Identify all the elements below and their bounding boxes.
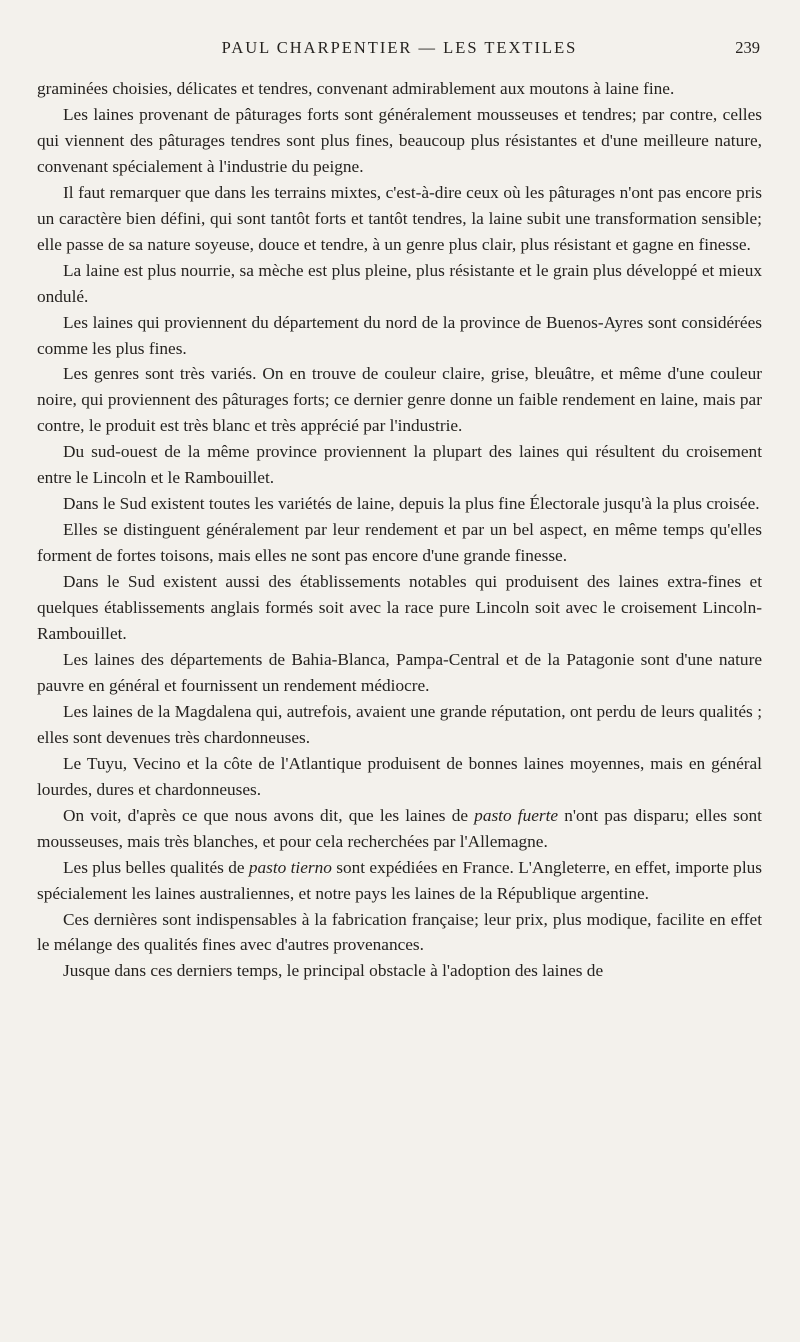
paragraph: La laine est plus nourrie, sa mèche est plus pleine, plus résistante et le grain plus développé et mieux ondulé. bbox=[37, 260, 762, 306]
paragraph: Les laines des départements de Bahia-Blanca, Pampa-Central et de la Patagonie sont d'une nature pauvre en général et fournissent un rendement médiocre. bbox=[37, 649, 762, 695]
paragraph: Les laines de la Magdalena qui, autrefois, avaient une grande réputation, ont perdu de leurs qualités ; elles sont devenues très chardonneuses. bbox=[37, 701, 762, 747]
italic-term: pasto tierno bbox=[248, 857, 332, 877]
running-header bbox=[37, 38, 762, 62]
running-title: PAUL CHARPENTIER — LES TEXTILES bbox=[221, 38, 578, 57]
paragraph: Ces dernières sont indispensables à la fabrication française; leur prix, plus modique, facilite en effet le mélange des qualités fines avec d'autres provenances. bbox=[37, 909, 762, 955]
paragraph: Il faut remarquer que dans les terrains mixtes, c'est-à-dire ceux où les pâturages n'ont pas encore pris un caractère bien défini, qui sont tantôt forts et tantôt tendres, la laine subit une transformation sensible; elle passe de sa nature soyeuse, douce et tendre, à un genre plus clair, plus résistant et gagne en finesse. bbox=[37, 182, 762, 254]
page-number: 239 bbox=[735, 38, 760, 57]
paragraph: Dans le Sud existent toutes les variétés de laine, depuis la plus fine Électorale jusqu'à la plus croisée. bbox=[63, 494, 760, 514]
paragraph: Les genres sont très variés. On en trouve de couleur claire, grise, bleuâtre, et même d'une couleur noire, qui proviennent des pâturages forts; ce dernier genre donne un faible rendement en laine, mais par contre, le produit est très blanc et très apprécié par l'industrie. bbox=[37, 364, 762, 436]
paragraph bbox=[37, 855, 762, 907]
paragraph: Dans le Sud existent aussi des établissements notables qui produisent des laines extra-fines et quelques établissements anglais formés soit avec la race pure Lincoln soit avec le croisement Lincoln-Rambouillet. bbox=[37, 572, 762, 644]
paragraph: Le Tuyu, Vecino et la côte de l'Atlantique produisent de bonnes laines moyennes, mais en général lourdes, dures et chardonneuses. bbox=[37, 753, 762, 799]
text-run: sont expédiées en France. L'Angleterre, en effet, importe plus spécialement les laines australiennes, et notre pays les laines de la République argentine. bbox=[37, 857, 762, 903]
page-body bbox=[37, 76, 762, 984]
italic-term: pasto fuerte bbox=[474, 805, 559, 825]
paragraph: Les laines qui proviennent du département du nord de la province de Buenos-Ayres sont considérées comme les plus fines. bbox=[37, 312, 762, 358]
text-run: Les plus belles qualités de bbox=[63, 857, 249, 877]
paragraph: Jusque dans ces derniers temps, le principal obstacle à l'adoption des laines de bbox=[63, 961, 604, 981]
paragraph: graminées choisies, délicates et tendres, convenant admirablement aux moutons à laine fine. bbox=[37, 79, 675, 98]
paragraph bbox=[37, 803, 762, 855]
paragraph: Les laines provenant de pâturages forts sont généralement mousseuses et tendres; par contre, celles qui viennent des pâturages tendres sont plus fines, beaucoup plus résistantes et d'une meilleure nature, convenant spécialement à l'industrie du peigne. bbox=[37, 104, 762, 176]
paragraph: Du sud-ouest de la même province proviennent la plupart des laines qui résultent du croisement entre le Lincoln et le Rambouillet. bbox=[37, 442, 762, 488]
paragraph: Elles se distinguent généralement par leur rendement et par un bel aspect, en même temps qu'elles forment de fortes toisons, mais elles ne sont pas encore d'une grande finesse. bbox=[37, 520, 762, 566]
text-run: On voit, d'après ce que nous avons dit, que les laines de bbox=[63, 805, 475, 825]
text-run: n'ont pas disparu; elles sont mousseuses, mais très blanches, et pour cela recherchées par l'Allemagne. bbox=[37, 805, 762, 851]
